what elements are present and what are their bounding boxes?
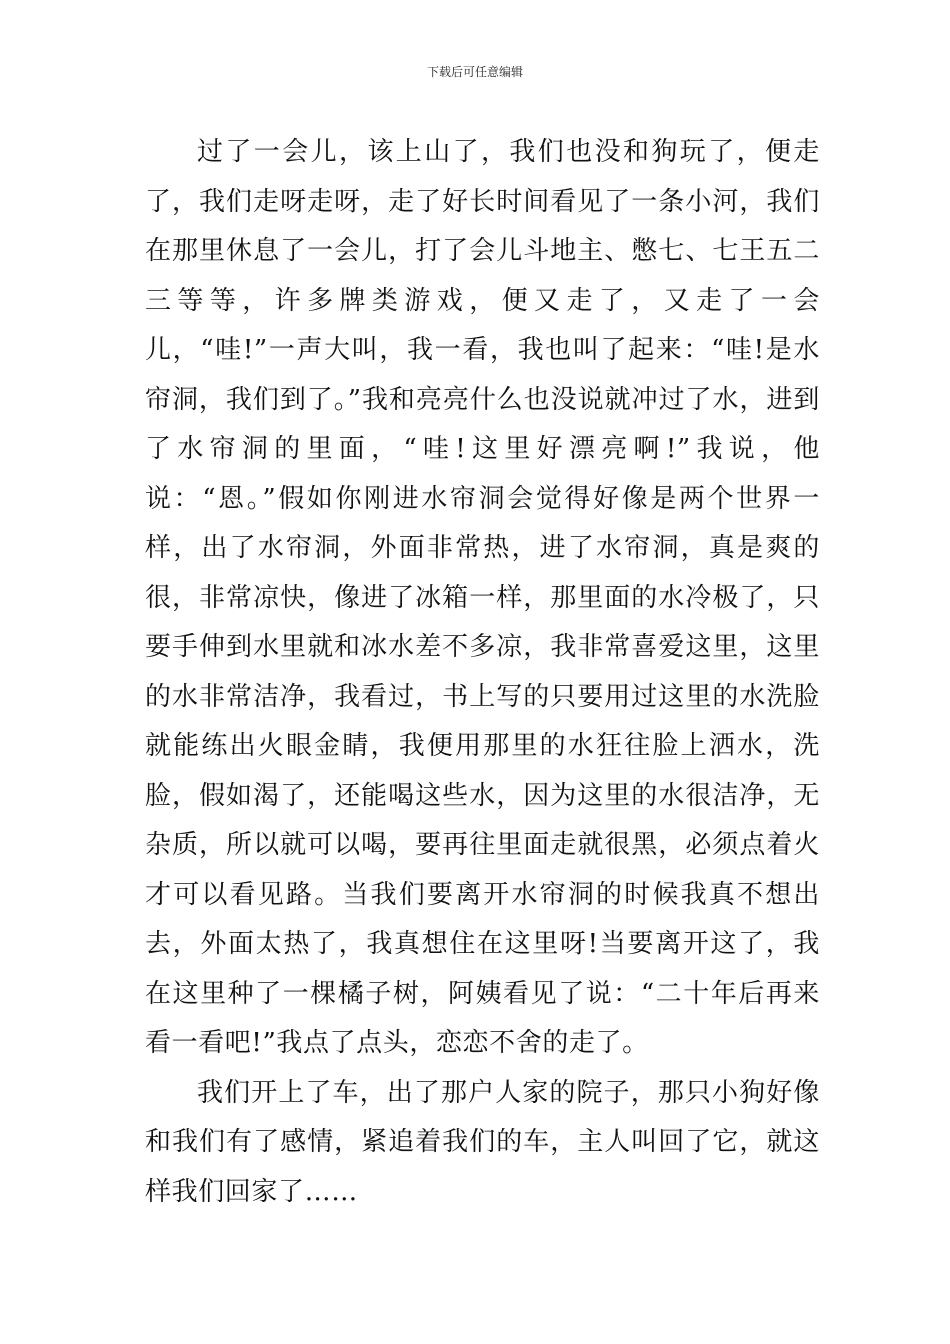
page-header: 下载后可任意编辑: [426, 65, 523, 79]
paragraph: 我们开上了车，出了那户人家的院子，那只小狗好像和我们有了感情，紧追着我们的车，主人叫回了它，就这样我们回家了……: [145, 1077, 820, 1207]
body-text: [145, 128, 820, 1217]
paragraph: 过了一会儿，该上山了，我们也没和狗玩了，便走了，我们走呀走呀，走了好长时间看见了一条小河，我们在那里休息了一会儿，打了会儿斗地主、憋七、七王五二三等等，许多牌类游戏，便又走了，又走了一会儿，“哇!”一声大叫，我一看，我也叫了起来：“哇!是水帘洞，我们到了。”我和亮亮什么也没说就冲过了水，进到了水帘洞的里面，“哇!这里好漂亮啊!”我说，他说：“恩。”假如你刚进水帘洞会觉得好像是两个世界一样，出了水帘洞，外面非常热，进了水帘洞，真是爽的很，非常凉快，像进了冰箱一样，那里面的水冷极了，只要手伸到水里就和冰水差不多凉，我非常喜爱这里，这里的水非常洁净，我看过，书上写的只要用过这里的水洗脸就能练出火眼金睛，我便用那里的水狂往脸上洒水，洗脸，假如渴了，还能喝这些水，因为这里的水很洁净，无杂质，所以就可以喝，要再往里面走就很黑，必须点着火才可以看见路。当我们要离开水帘洞的时候我真不想出去，外面太热了，我真想住在这里呀!当要离开这了，我在这里种了一棵橘子树，阿姨看见了说：“二十年后再来看一看吧!”我点了点头，恋恋不舍的走了。: [145, 137, 820, 1058]
